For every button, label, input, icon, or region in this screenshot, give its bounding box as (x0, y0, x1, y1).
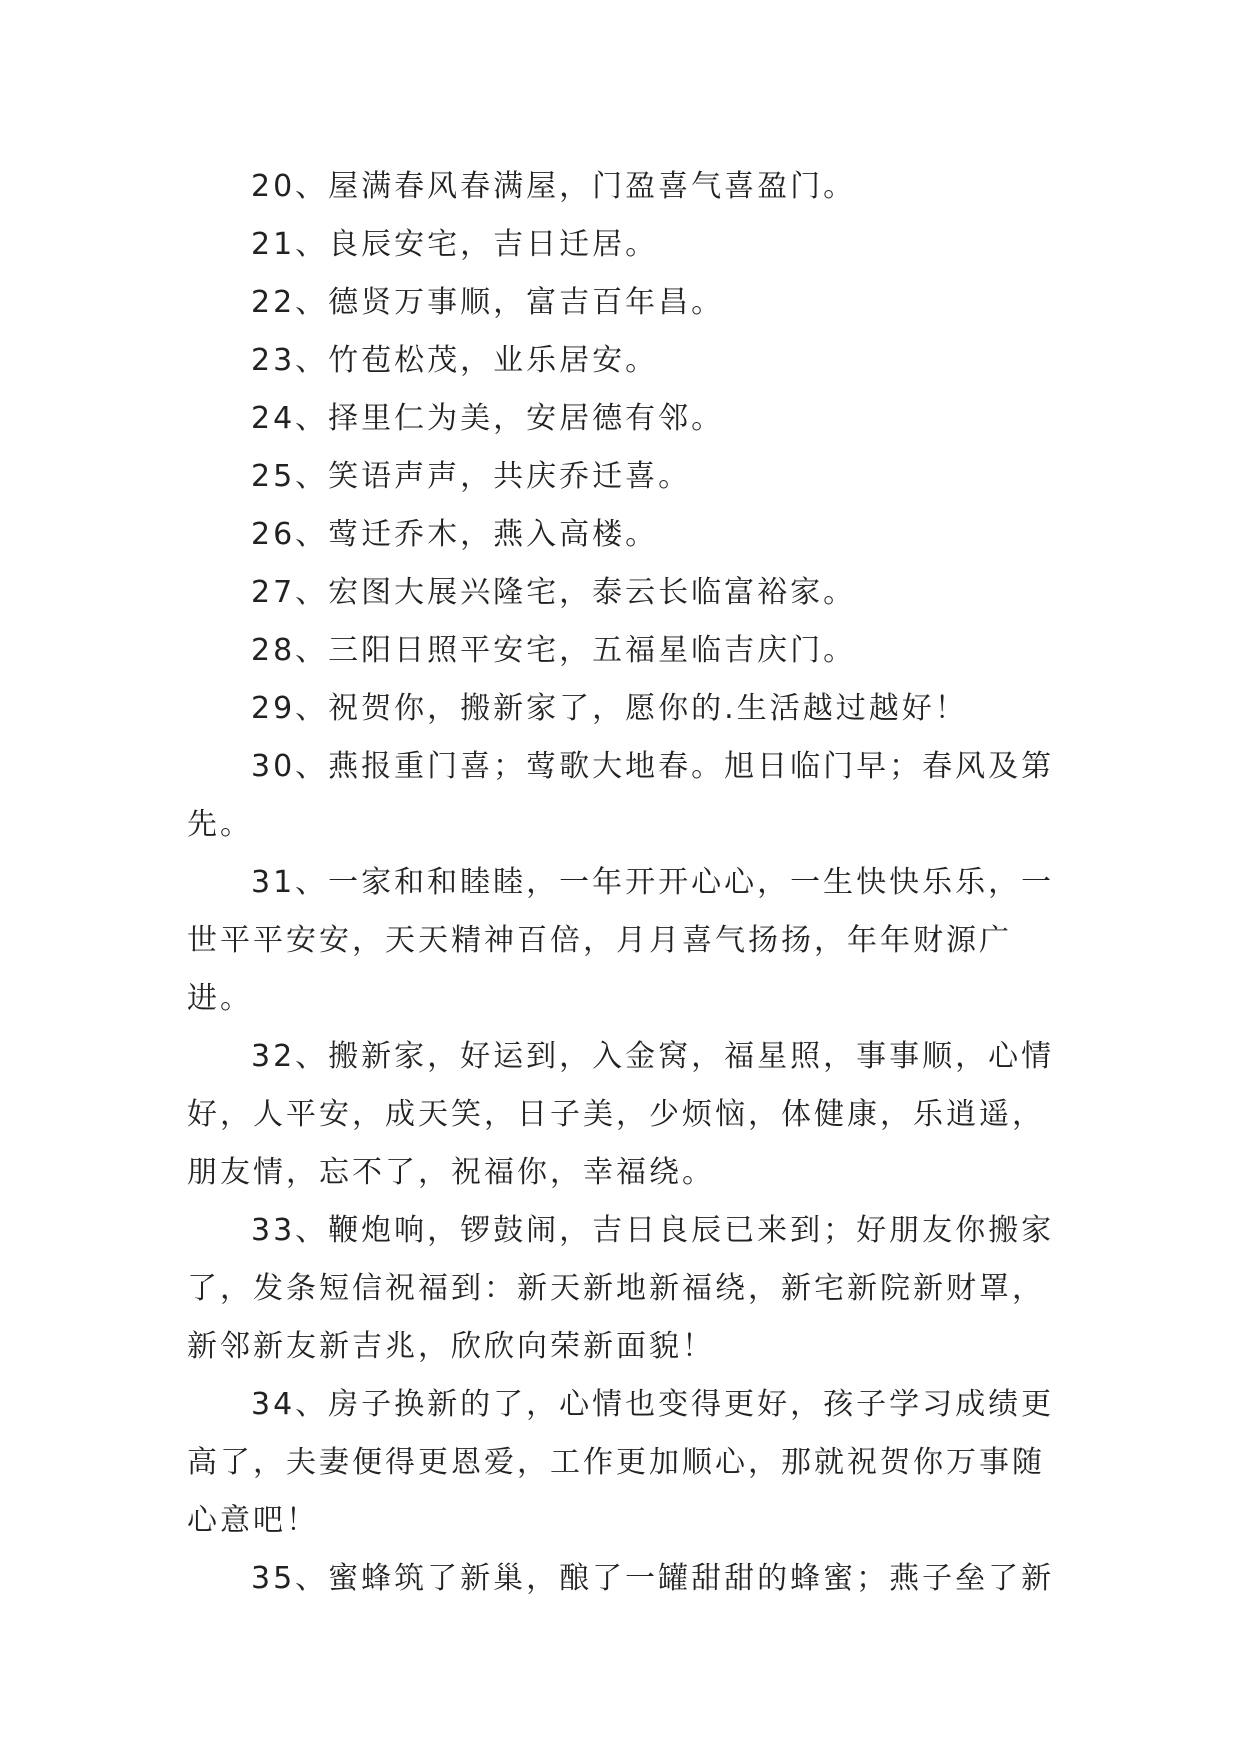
paragraph-34: 34、房子换新的了，心情也变得更好，孩子学习成绩更高了，夫妻便得更恩爱，工作更加顺心，那就祝贺你万事随心意吧！ (187, 1387, 1055, 1538)
paragraph-25: 25、笑语声声，共庆乔迁喜。 (251, 459, 692, 494)
paragraph-35: 35、蜜蜂筑了新巢，酿了一罐甜甜的蜂蜜；燕子垒了新 (251, 1561, 1055, 1596)
document-body (187, 158, 1059, 1608)
paragraph-24: 24、择里仁为美，安居德有邻。 (251, 401, 725, 436)
paragraph-31: 31、一家和和睦睦，一年开开心心，一生快快乐乐，一世平平安安，天天精神百倍，月月喜气扬扬，年年财源广进。 (187, 865, 1055, 1016)
paragraph-33: 33、鞭炮响，锣鼓闹，吉日良辰已来到；好朋友你搬家了，发条短信祝福到：新天新地新福绕，新宅新院新财罩，新邻新友新吉兆，欣欣向荣新面貌！ (187, 1213, 1055, 1364)
paragraph-28: 28、三阳日照平安宅，五福星临吉庆门。 (251, 633, 857, 668)
paragraph-23: 23、竹苞松茂，业乐居安。 (251, 343, 659, 378)
paragraph-22: 22、德贤万事顺，富吉百年昌。 (251, 285, 725, 320)
paragraph-21: 21、良辰安宅，吉日迁居。 (251, 227, 659, 262)
paragraph-30: 30、燕报重门喜；莺歌大地春。旭日临门早；春风及第先。 (187, 749, 1055, 842)
paragraph-20: 20、屋满春风春满屋，门盈喜气喜盈门。 (251, 169, 857, 204)
paragraph-26: 26、莺迁乔木，燕入高楼。 (251, 517, 659, 552)
paragraph-32: 32、搬新家，好运到，入金窝，福星照，事事顺，心情好，人平安，成天笑，日子美，少烦恼，体健康，乐逍遥，朋友情，忘不了，祝福你，幸福绕。 (187, 1039, 1055, 1190)
paragraph-27: 27、宏图大展兴隆宅，泰云长临富裕家。 (251, 575, 857, 610)
paragraph-29: 29、祝贺你，搬新家了，愿你的.生活越过越好！ (251, 691, 968, 726)
